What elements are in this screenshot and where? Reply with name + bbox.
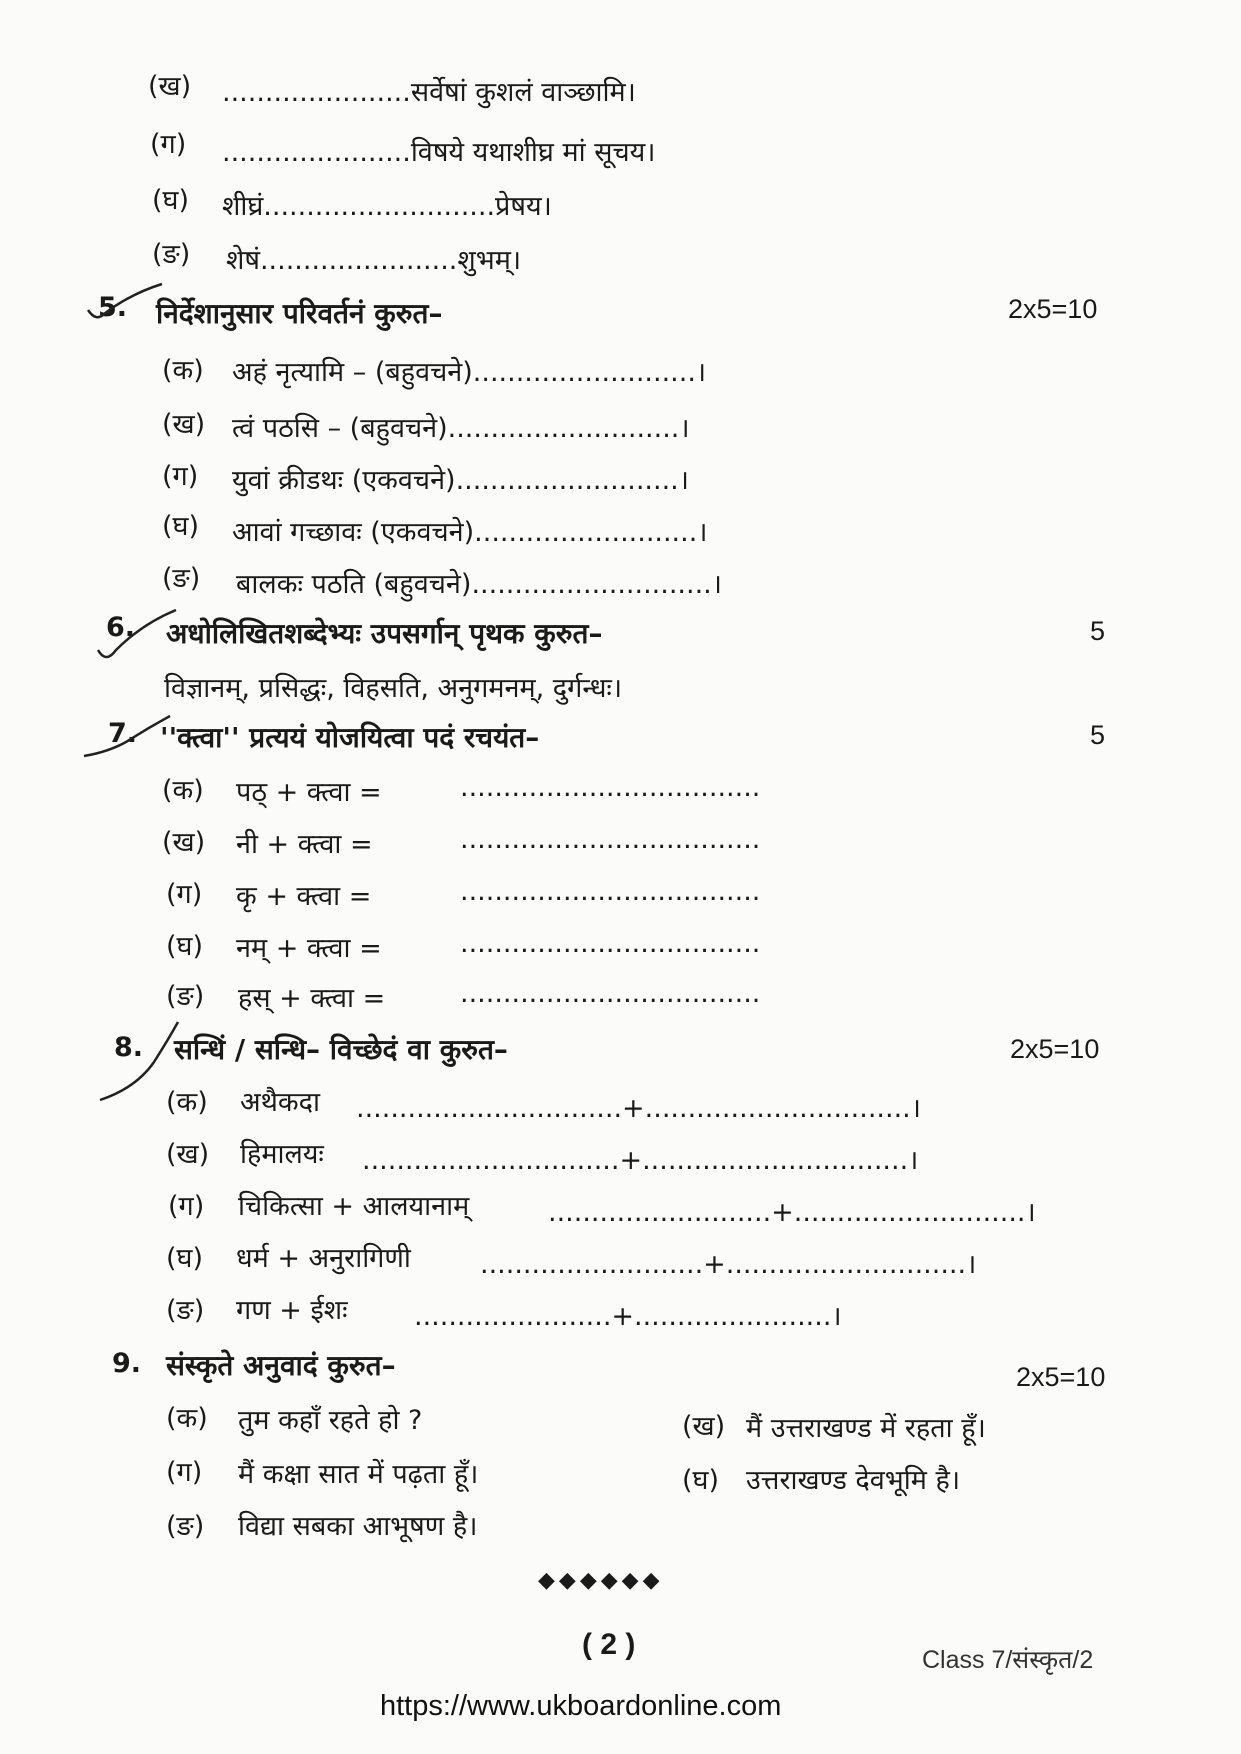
q5-item-label: (क)	[162, 355, 204, 386]
q4-item-text: ......................सर्वेषां कुशलं वाञ्छामि।	[222, 77, 636, 108]
q6-word-list: विज्ञानम्, प्रसिद्धः, विहसति, अनुगमनम्, दुर्गन्धः।	[164, 673, 623, 704]
answer-blank: ...................................	[460, 824, 761, 855]
q7-item-label: (ङ)	[166, 981, 205, 1012]
question-number: 9.	[112, 1348, 142, 1379]
q4-item-text: शेषं.......................शुभम्।	[226, 245, 522, 276]
q9-item-label: (ग)	[166, 1457, 203, 1488]
q8-item-label: (ङ)	[166, 1295, 205, 1326]
class-code: Class 7/संस्कृत/2	[922, 1646, 1094, 1674]
question-title: ''क्त्वा'' प्रत्ययं योजयित्वा पदं रचयंत–	[160, 721, 540, 754]
q7-item-label: (ग)	[166, 879, 203, 910]
q5-item-label: (ग)	[162, 461, 199, 492]
q8-item-text: हिमालयः	[240, 1139, 324, 1170]
q7-item-text: नम् + क्त्वा =	[236, 933, 382, 964]
q5-item-text: आवां गच्छावः (एकवचने)..........................।	[232, 517, 708, 548]
q9-item-text: उत्तराखण्ड देवभूमि है।	[746, 1465, 961, 1496]
question-marks: 2x5=10	[1016, 1362, 1106, 1392]
q8-item-text: धर्म + अनुरागिणी	[236, 1243, 411, 1274]
answer-blank: ...................................	[460, 978, 761, 1009]
q5-item-text: युवां क्रीडथः (एकवचने)..........................।	[232, 465, 689, 496]
question-number: 6.	[106, 612, 136, 643]
question-number: 5.	[98, 292, 128, 323]
q5-item-text: अहं नृत्यामि – (बहुवचने)..........................।	[232, 357, 707, 388]
q7-item-label: (घ)	[166, 931, 204, 962]
q7-item-text: कृ + क्त्वा =	[236, 881, 372, 912]
question-title: अधोलिखितशब्देभ्यः उपसर्गान् पृथक कुरुत–	[166, 617, 603, 650]
question-number: 7.	[108, 718, 138, 749]
q9-item-text: मैं उत्तराखण्ड में रहता हूँ।	[746, 1413, 986, 1444]
answer-blank: ..........................+............................।	[480, 1249, 977, 1280]
q7-item-label: (ख)	[162, 827, 206, 858]
answer-blank: .......................+.......................।	[414, 1301, 842, 1332]
q9-item-label: (घ)	[682, 1465, 720, 1496]
answer-blank: ..........................+...........................।	[548, 1197, 1036, 1228]
page-number: ( 2 )	[582, 1628, 636, 1661]
question-marks: 2x5=10	[1010, 1034, 1100, 1064]
q4-item-label: (ख)	[148, 71, 192, 102]
question-title: संस्कृते अनुवादं कुरुत–	[166, 1349, 396, 1382]
tick-mark-icon	[80, 280, 170, 330]
q9-item-label: (ङ)	[166, 1511, 205, 1542]
q5-item-text: त्वं पठसि – (बहुवचने)...........................।	[232, 413, 690, 444]
tick-mark-icon	[92, 606, 182, 666]
q4-item-label: (घ)	[152, 185, 190, 216]
q7-item-label: (क)	[162, 775, 204, 806]
q9-item-text: विद्या सबका आभूषण है।	[238, 1511, 478, 1542]
q7-item-text: पठ् + क्त्वा =	[236, 777, 382, 808]
tick-mark-icon	[96, 1018, 186, 1108]
q4-item-text: शीघ्रं...........................प्रेषय।	[222, 191, 552, 222]
answer-blank: ...................................	[460, 772, 761, 803]
question-marks: 5	[1090, 720, 1106, 750]
q8-item-text: अथैकदा	[240, 1087, 320, 1118]
answer-blank: ...................................	[460, 928, 761, 959]
q8-item-label: (ग)	[168, 1191, 205, 1222]
q5-item-label: (घ)	[162, 511, 200, 542]
question-marks: 5	[1090, 616, 1106, 646]
q8-item-text: चिकित्सा + आलयानाम्	[238, 1191, 470, 1222]
q9-item-label: (क)	[166, 1403, 208, 1434]
answer-blank: ...................................	[460, 876, 761, 907]
q8-item-label: (ख)	[166, 1139, 210, 1170]
question-number: 8.	[114, 1032, 144, 1063]
q5-item-text: बालकः पठति (बहुवचने)............................।	[236, 569, 722, 600]
q4-item-label: (ग)	[150, 129, 187, 160]
q8-item-label: (घ)	[166, 1243, 204, 1274]
q7-item-text: नी + क्त्वा =	[236, 829, 373, 860]
q8-item-label: (क)	[166, 1087, 208, 1118]
answer-blank: ..............................+...............................।	[362, 1145, 919, 1176]
end-of-section-ornament: ◆◆◆◆◆◆	[538, 1568, 664, 1593]
q5-item-label: (ङ)	[162, 563, 201, 594]
q8-item-text: गण + ईशः	[236, 1295, 348, 1326]
q9-item-text: मैं कक्षा सात में पढ़ता हूँ।	[238, 1459, 479, 1490]
q4-item-text: ......................विषये यथाशीघ्र मां सूचय।	[222, 137, 656, 168]
source-url: https://www.ukboardonline.com	[380, 1690, 782, 1722]
q9-item-text: तुम कहाँ रहते हो ?	[238, 1405, 423, 1436]
q7-item-text: हस् + क्त्वा =	[238, 983, 386, 1014]
answer-blank: ...............................+...............................।	[356, 1093, 921, 1124]
question-marks: 2x5=10	[1008, 294, 1098, 324]
q9-item-label: (ख)	[682, 1411, 726, 1442]
q5-item-label: (ख)	[162, 409, 206, 440]
question-title: निर्देशानुसार परिवर्तनं कुरुत–	[156, 297, 443, 330]
q4-item-label: (ङ)	[152, 239, 191, 270]
question-title: सन्धिं / सन्धि– विच्छेदं वा कुरुत–	[174, 1033, 508, 1066]
tick-mark-icon	[78, 712, 178, 762]
